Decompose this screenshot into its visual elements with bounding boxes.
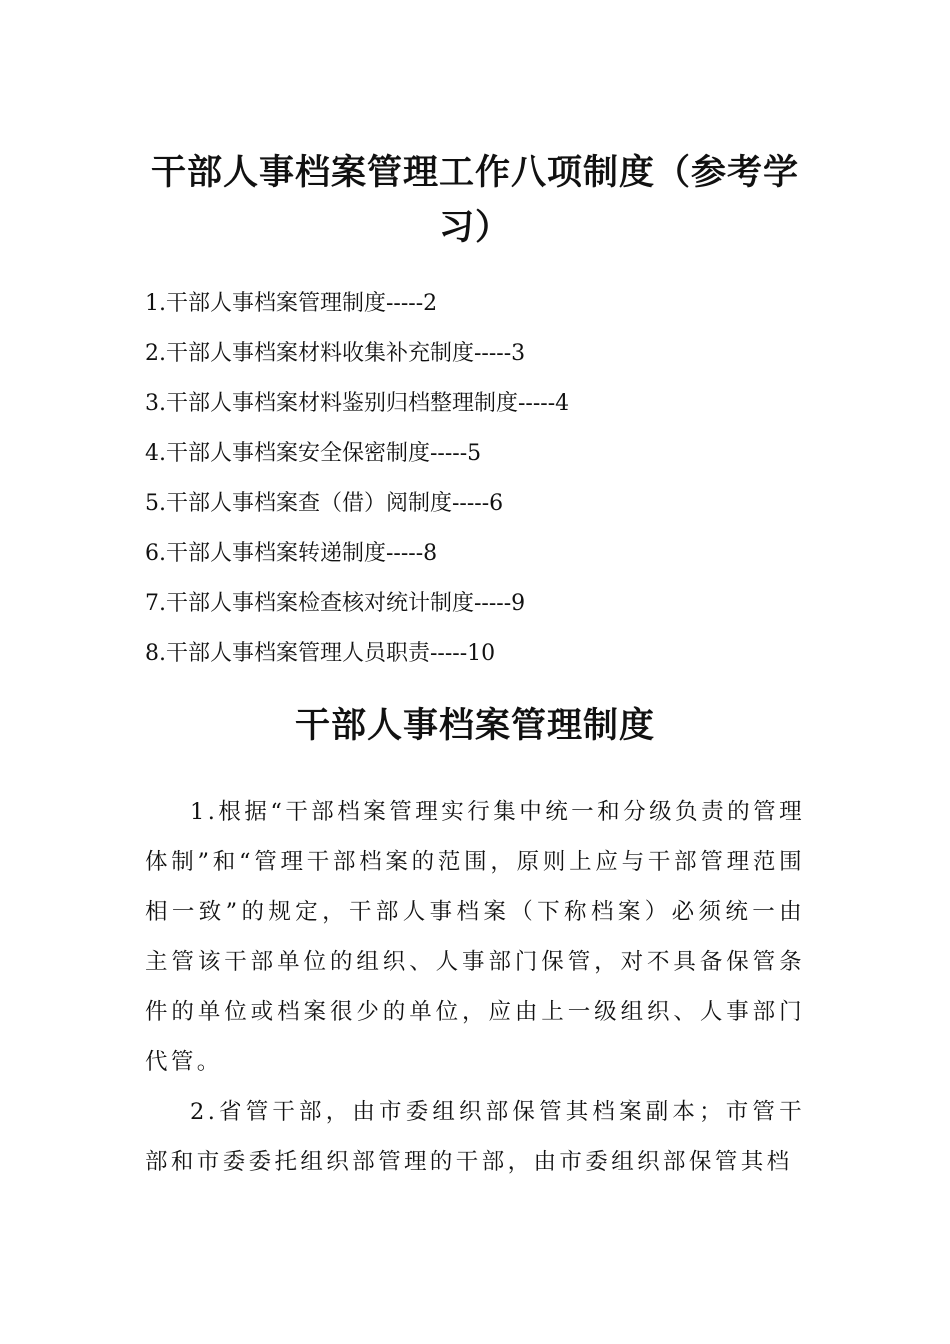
toc-item-1: 1.干部人事档案管理制度-----2: [145, 291, 438, 316]
toc-item-4: 4.干部人事档案安全保密制度-----5: [145, 441, 482, 466]
toc-item-7: 7.干部人事档案检查核对统计制度-----9: [145, 591, 526, 616]
toc-item-8: 8.干部人事档案管理人员职责-----10: [145, 641, 496, 666]
document-title: 干部人事档案管理工作八项制度（参考学习）: [150, 153, 799, 248]
section-title: 干部人事档案管理制度: [294, 706, 655, 746]
toc-item-2: 2.干部人事档案材料收集补充制度-----3: [145, 341, 526, 366]
paragraph-1: 1.根据“干部档案管理实行集中统一和分级负责的管理体制”和“管理干部档案的范围，原则上应与干部管理范围相一致”的规定，干部人事档案（下称档案）必须统一由主管该干部单位的组织、人事部门保管，对不具备保管条件的单位或档案很少的单位，应由上一级组织、人事部门代管。: [145, 799, 805, 1075]
toc-item-5: 5.干部人事档案查（借）阅制度-----6: [145, 491, 504, 516]
toc-item-3: 3.干部人事档案材料鉴别归档整理制度-----4: [145, 391, 570, 416]
table-of-contents: [145, 286, 825, 686]
paragraph-2: 2.省管干部，由市委组织部保管其档案副本；市管干部和市委委托组织部管理的干部，由市委组织部保管其档: [145, 1099, 805, 1175]
toc-item-6: 6.干部人事档案转递制度-----8: [145, 541, 438, 566]
section-body: [145, 787, 805, 1187]
